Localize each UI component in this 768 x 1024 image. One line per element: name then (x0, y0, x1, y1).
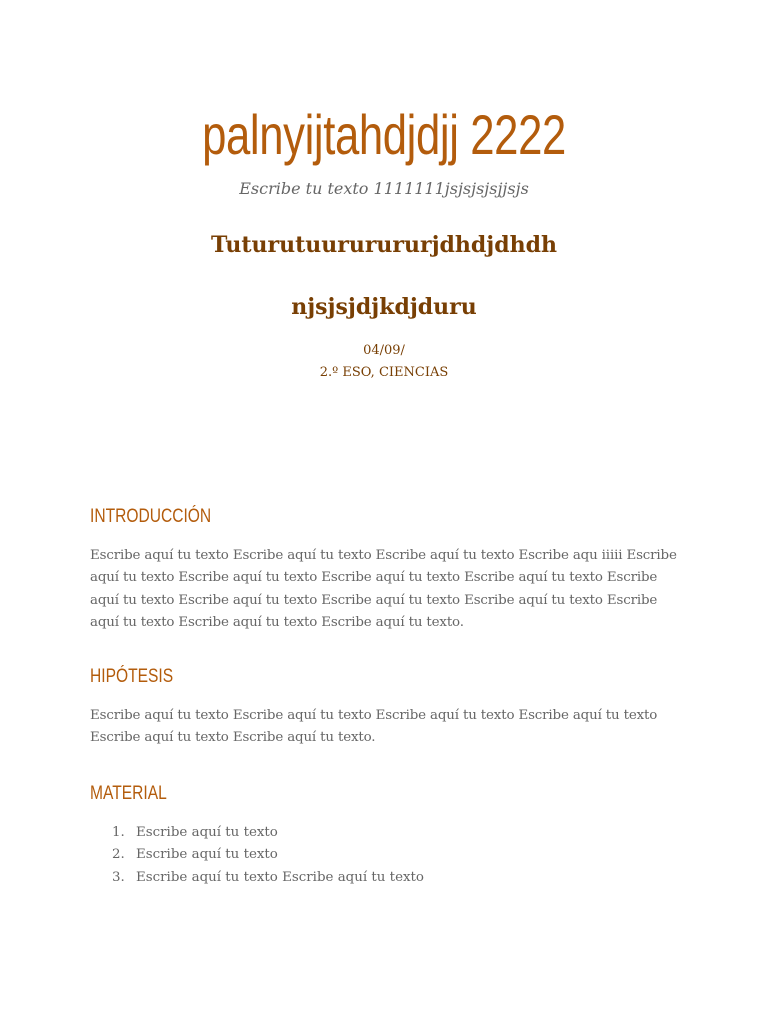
list-item-text: Escribe aquí tu texto Escribe aquí tu texto (136, 869, 424, 885)
list-item-number: 1. (112, 825, 125, 840)
section-body-hipotesis: Escribe aquí tu texto Escribe aquí tu texto Escribe aquí tu texto Escribe aquí tu texto Escribe aquí tu texto Escribe aquí tu texto. (90, 708, 658, 746)
section-title-material: MATERIAL (90, 783, 167, 804)
list-item (90, 822, 682, 844)
section-title-introduccion: INTRODUCCIÓN (90, 506, 212, 527)
document-course: 2.º ESO, CIENCIAS (319, 365, 449, 380)
list-item-number: 2. (112, 847, 125, 863)
document-date: 04/09/ (363, 343, 405, 358)
list-item (90, 844, 682, 866)
section-title-hipotesis: HIPÓTESIS (90, 666, 174, 687)
list-item (90, 867, 682, 889)
document-heading-secondary: njsjsjdjkdjduru (291, 294, 477, 320)
list-item-number: 3. (112, 869, 125, 885)
document-title: palnyijtahdjdjj 2222 (202, 103, 566, 166)
list-item-text: Escribe aquí tu texto (136, 847, 278, 863)
section-body-introduccion: Escribe aquí tu texto Escribe aquí tu texto Escribe aquí tu texto Escribe aqu iiiii Escribe aquí tu texto Escribe aquí tu texto Escribe aquí tu texto Escribe aquí tu texto Escribe aquí tu texto Escribe aquí tu texto Escribe aquí tu texto Escribe aquí tu texto Escribe aquí tu texto Escribe aquí tu texto Escribe aquí tu texto. (90, 548, 677, 631)
document-heading-primary: Tuturutuururururjdhdjdhdh (210, 232, 558, 258)
document-subtitle: Escribe tu texto 1111111jsjsjsjsjjsjs (239, 179, 529, 198)
list-item-text: Escribe aquí tu texto (136, 825, 278, 840)
material-list (90, 822, 682, 889)
